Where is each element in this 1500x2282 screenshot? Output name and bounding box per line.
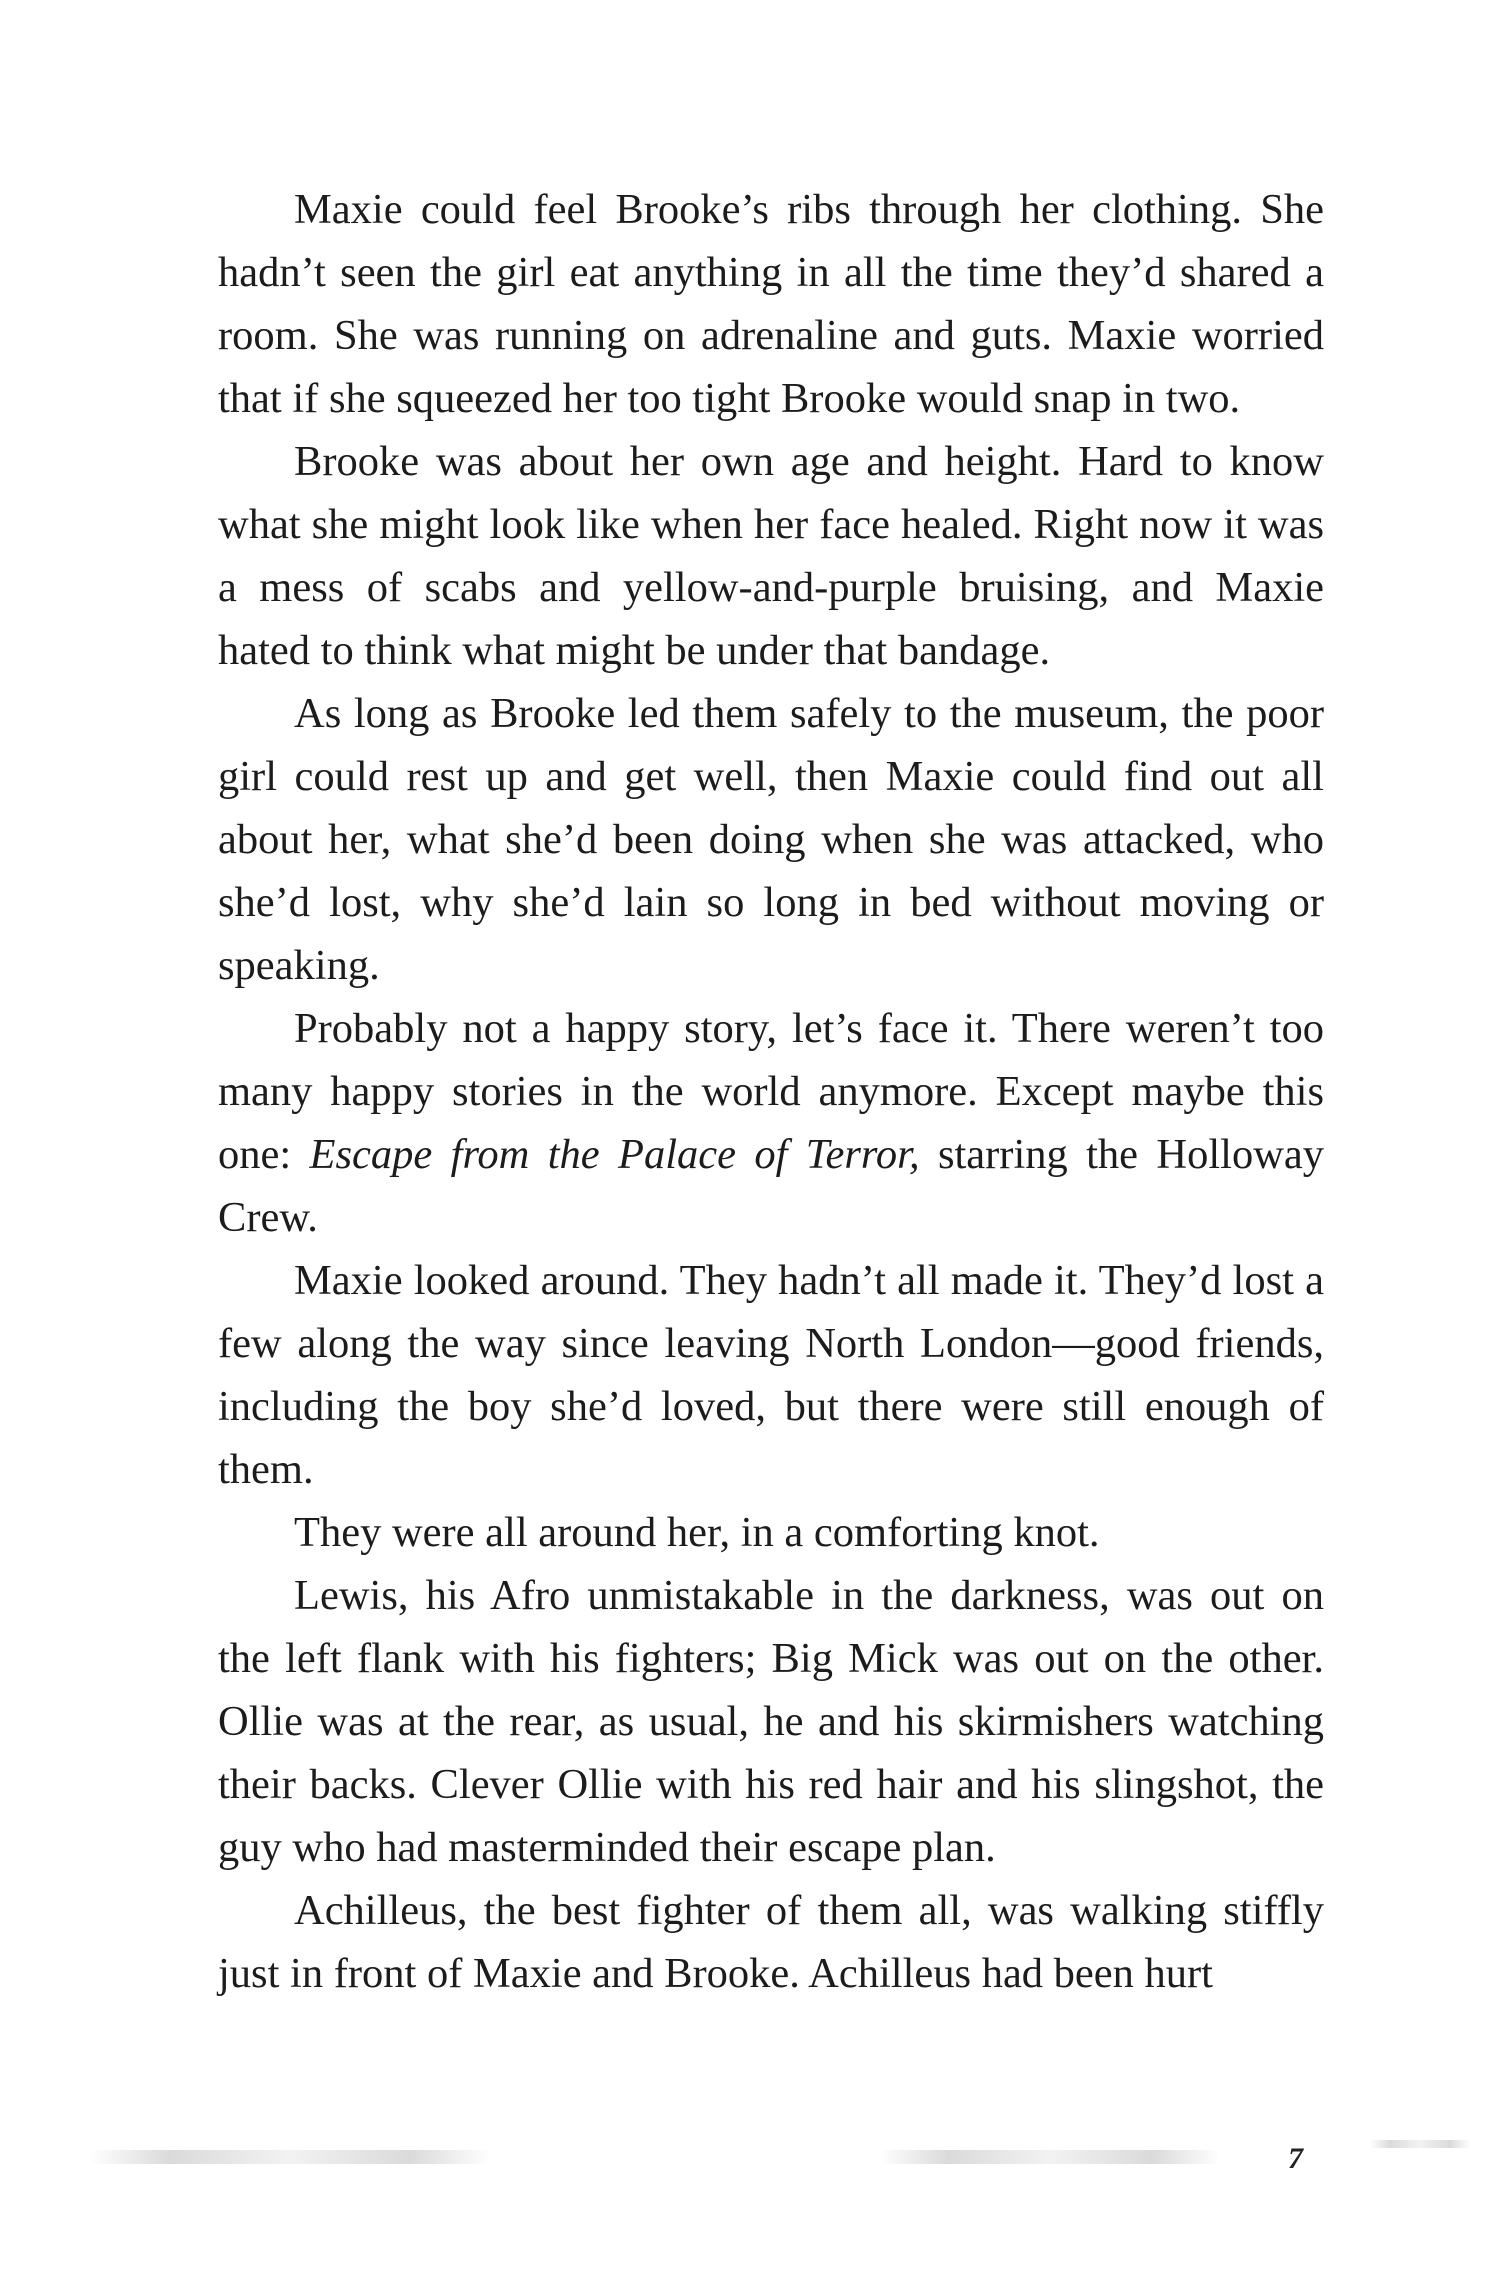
scan-artifact [880,2150,1220,2164]
paragraph-6: They were all around her, in a comforting knot. [294,1509,1100,1556]
page-number: 7 [1288,2142,1303,2175]
paragraph-7: Lewis, his Afro unmistakable in the darkness, was out on the left flank with his fighters; Big Mick was out on the other. Ollie was at the rear, as usual, he and his skirmishers watching their backs. Clever Ollie with his red hair and his slingshot, the guy who had masterminded their escape plan. [218,1572,1324,1871]
story-title: Escape from the Palace of Terror, [309,1131,920,1178]
scan-artifact [1370,2140,1470,2148]
scan-artifact [90,2150,490,2164]
paragraph-2: Brooke was about her own age and height. Hard to know what she might look like when her face healed. Right now it was a mess of scabs and yellow-and-purple bruising, and Maxie hated to think what might be under that bandage. [218,438,1324,674]
paragraph-5: Maxie looked around. They hadn’t all made it. They’d lost a few along the way since leaving North London—good friends, including the boy she’d loved, but there were still enough of them. [218,1257,1324,1493]
paragraph-8: Achilleus, the best fighter of them all, was walking stiffly just in front of Maxie and Brooke. Achilleus had been hurt [218,1887,1324,1997]
paragraph-4-lead: Probably not a happy story, let’s face it. There weren’t too many happy stories in the world anymore. Except maybe this one: [218,1005,1324,1178]
body-text [218,178,1324,2005]
paragraph-3: As long as Brooke led them safely to the museum, the poor girl could rest up and get well, then Maxie could find out all about her, what she’d been doing when she was attacked, who she’d lost, why she’d lain so long in bed without moving or speaking. [218,690,1324,989]
paragraph-4 [218,997,1324,1249]
paragraph-4-tail: starring the Holloway Crew. [218,1131,1325,1241]
paragraph-1: Maxie could feel Brooke’s ribs through her clothing. She hadn’t seen the girl eat anything in all the time they’d shared a room. She was running on adrenaline and guts. Maxie worried that if she squeezed her too tight Brooke would snap in two. [218,186,1324,422]
